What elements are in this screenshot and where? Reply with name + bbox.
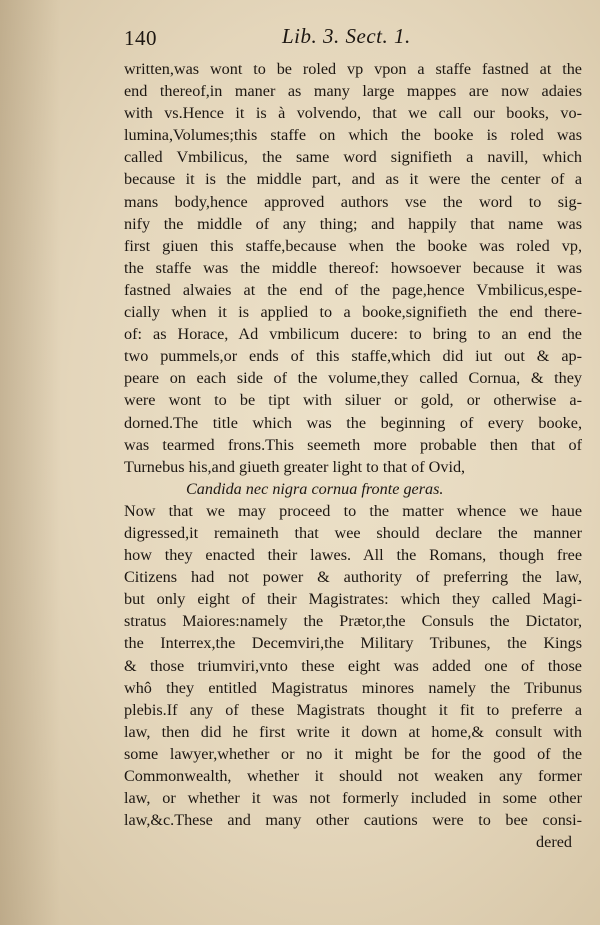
text-line: Now that we may proceed to the matter whence we haue bbox=[124, 501, 582, 520]
text-line: the staffe was the middle thereof: howsoever because it was bbox=[124, 258, 582, 277]
text-line: & those triumviri,vnto these eight was added one of those bbox=[124, 656, 582, 675]
body-text bbox=[124, 58, 582, 853]
text-line: some lawyer,whether or no it might be for the good of the bbox=[124, 744, 582, 763]
text-line: whô they entitled Magistratus minores namely the Tribunus bbox=[124, 678, 582, 697]
running-head: Lib. 3. Sect. 1. bbox=[282, 24, 411, 48]
text-line: dorned.The title which was the beginning of every booke, bbox=[124, 413, 582, 432]
text-line: Turnebus his,and giueth greater light to that of Ovid, bbox=[124, 457, 466, 476]
text-line: two pummels,or ends of this staffe,which did iut out & ap- bbox=[124, 347, 582, 366]
text-line: first giuen this staffe,because when the booke was roled vp, bbox=[124, 236, 582, 255]
text-line: Citizens had not power & authority of preferring the law, bbox=[124, 568, 582, 587]
catchword: dered bbox=[536, 833, 572, 852]
text-line: of: as Horace, Ad vmbilicum ducere: to bring to an end the bbox=[124, 325, 582, 344]
text-line: with vs.Hence it is à volvendo, that we call our books, vo- bbox=[124, 104, 582, 123]
text-line: how they enacted their lawes. All the Romans, though free bbox=[124, 546, 582, 565]
text-line: written,was wont to be roled vp vpon a staffe fastned at the bbox=[124, 60, 582, 78]
text-line: end thereof,in maner as many large mappes are now adaies bbox=[124, 82, 582, 101]
text-line: law, then did he first write it down at home,& consult with bbox=[124, 722, 582, 741]
text-line: stratus Maiores:namely the Prætor,the Consuls the Dictator, bbox=[124, 612, 582, 631]
text-line: because it is the middle part, and as it were the center of a bbox=[124, 170, 582, 189]
text-line: law, or whether it was not formerly included in some other bbox=[124, 789, 582, 808]
text-line: nify the middle of any thing; and happily that name was bbox=[124, 214, 582, 233]
text-line: but only eight of their Magistrates: which they called Magi- bbox=[124, 590, 582, 609]
verse-quotation: Candida nec nigra cornua fronte geras. bbox=[186, 479, 444, 498]
text-line: was tearmed frons.This seemeth more probable then that of bbox=[124, 435, 582, 454]
text-line: law,&c.These and many other cautions were to bee consi- bbox=[124, 811, 582, 830]
text-line: the Interrex,the Decemviri,the Military Tribunes, the Kings bbox=[124, 634, 582, 653]
text-line: Commonwealth, whether it should not weaken any former bbox=[124, 767, 582, 785]
page-number: 140 bbox=[124, 26, 157, 50]
page-header bbox=[0, 20, 600, 50]
text-line: mans body,hence approved authors vse the word to sig- bbox=[124, 192, 582, 211]
text-line: plebis.If any of these Magistrats thought it fit to preferre a bbox=[124, 700, 582, 719]
text-line: called Vmbilicus, the same word signifieth a navill, which bbox=[124, 148, 582, 167]
text-line: lumina,Volumes;this staffe on which the booke is roled was bbox=[124, 126, 582, 145]
text-line: were wont to be tipt with siluer or gold, or otherwise a- bbox=[124, 391, 582, 410]
text-line: fastned alwaies at the end of the page,hence Vmbilicus,espe- bbox=[124, 280, 582, 299]
text-line: cially when it is applied to a booke,signifieth the end there- bbox=[124, 303, 582, 322]
text-line: digressed,it remaineth that wee should declare the manner bbox=[124, 523, 582, 542]
text-line: peare on each side of the volume,they called Cornua, & they bbox=[124, 369, 582, 388]
